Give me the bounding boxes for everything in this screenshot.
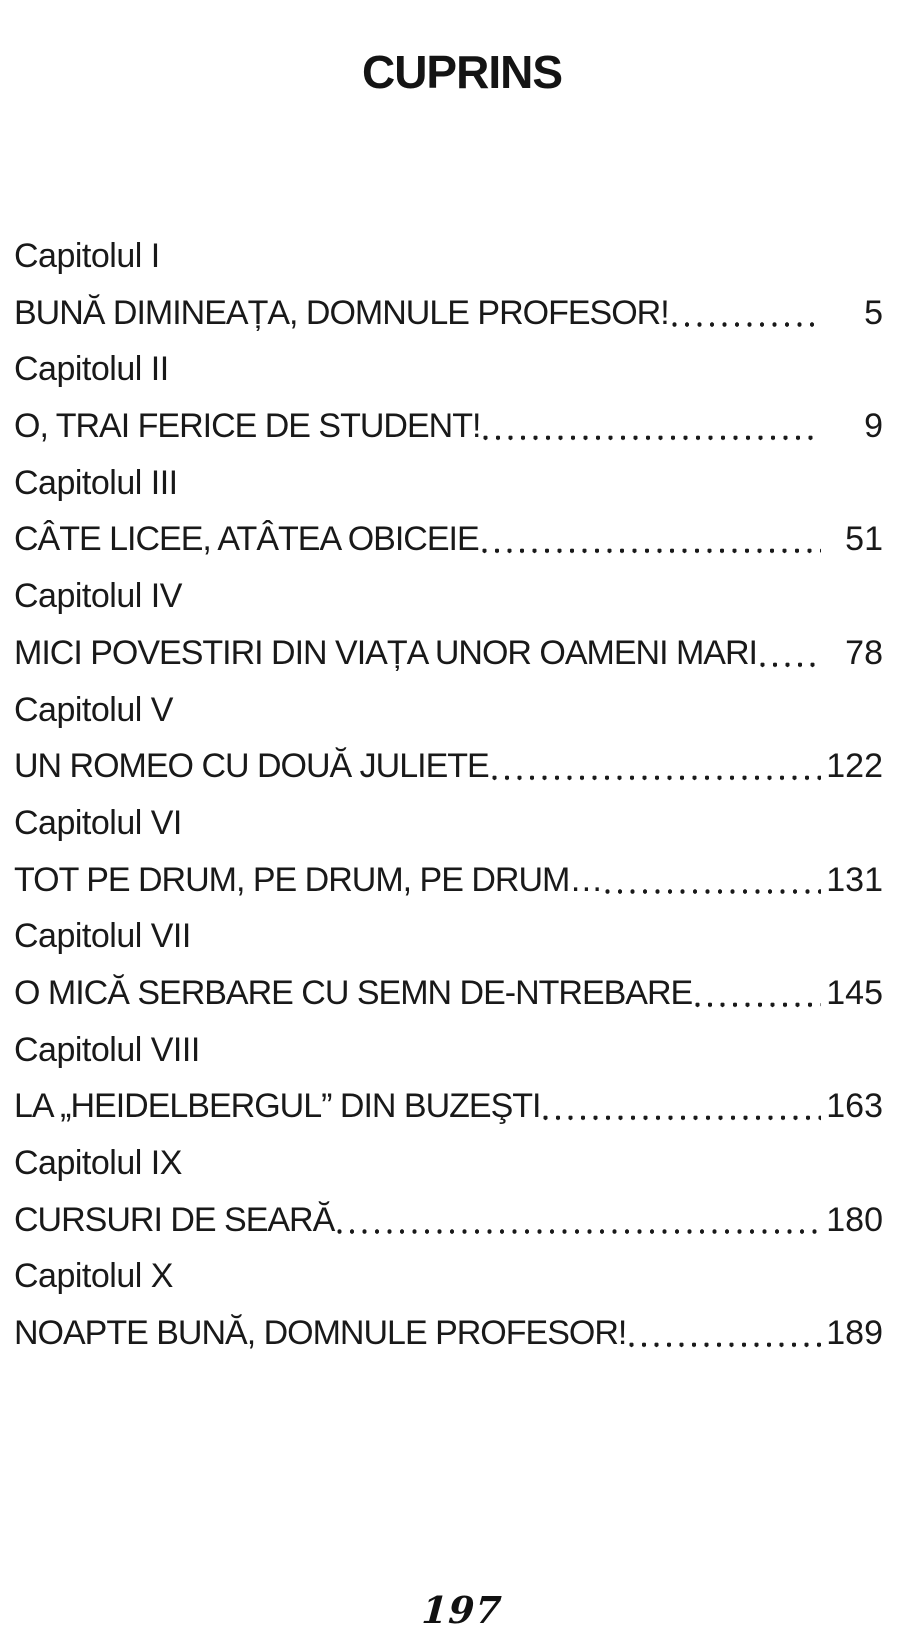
dot-leader <box>695 965 821 1022</box>
toc-page-number: 145 <box>826 973 883 1012</box>
document-page <box>0 46 924 1632</box>
toc-chapter-label: Capitolul VII <box>14 917 191 956</box>
toc-title-row <box>14 738 883 795</box>
toc-entry <box>14 455 883 568</box>
toc-title-row <box>14 1305 883 1362</box>
toc-title: O, TRAI FERICE DE STUDENT! <box>14 407 481 446</box>
toc-entry <box>14 795 883 908</box>
toc-page-number: 163 <box>826 1087 883 1126</box>
dot-leader <box>482 511 821 568</box>
dot-leader <box>672 285 821 342</box>
toc-entry <box>14 1248 883 1361</box>
toc-title: O MICĂ SERBARE CU SEMN DE-NTREBARE <box>14 973 693 1012</box>
toc-page-number: 78 <box>845 633 883 672</box>
toc-entry <box>14 568 883 681</box>
toc-page-number: 131 <box>826 860 883 899</box>
toc-chapter-label: Capitolul VIII <box>14 1030 200 1069</box>
toc-title: LA „HEIDELBERGUL” DIN BUZEŞTI <box>14 1087 541 1126</box>
page-title: CUPRINS <box>361 46 563 98</box>
dot-leader <box>492 738 821 795</box>
dot-leader <box>543 1078 821 1135</box>
toc-title-row <box>14 852 883 909</box>
toc-title-row <box>14 625 883 682</box>
toc-title: CURSURI DE SEARĂ <box>14 1200 335 1239</box>
toc-title: UN ROMEO CU DOUĂ JULIETE <box>14 747 489 786</box>
dot-leader <box>337 1192 821 1249</box>
toc-chapter-label: Capitolul I <box>14 237 160 275</box>
toc-page-number: 122 <box>826 747 883 786</box>
dot-leader <box>760 625 821 682</box>
toc-page-number: 180 <box>826 1200 883 1239</box>
toc-entry <box>14 1022 883 1135</box>
toc-entry <box>14 682 883 795</box>
toc-title: CÂTE LICEE, ATÂTEA OBICEIE <box>14 520 479 559</box>
toc-page-number: 9 <box>864 407 883 446</box>
toc-title: MICI POVESTIRI DIN VIAȚA UNOR OAMENI MARI <box>14 633 757 672</box>
toc-title-row <box>14 398 883 455</box>
folio-page-number: 197 <box>420 1588 504 1632</box>
toc-title: NOAPTE BUNĂ, DOMNULE PROFESOR! <box>14 1314 627 1353</box>
toc-chapter-label: Capitolul IX <box>14 1144 182 1182</box>
toc-list <box>0 228 924 1362</box>
dot-leader <box>605 852 821 909</box>
toc-chapter-label: Capitolul III <box>14 463 178 502</box>
toc-chapter-label: Capitolul X <box>14 1257 173 1296</box>
toc-entry <box>14 908 883 1021</box>
toc-title-row <box>14 511 883 568</box>
toc-chapter-label: Capitolul V <box>14 690 173 729</box>
toc-title-row <box>14 1078 883 1135</box>
dot-leader <box>629 1305 821 1362</box>
toc-chapter-label: Capitolul IV <box>14 577 182 616</box>
toc-page-number: 51 <box>845 520 883 559</box>
toc-page-number: 189 <box>826 1314 883 1353</box>
dot-leader <box>483 398 821 455</box>
toc-entry <box>14 1135 883 1248</box>
toc-page-number: 5 <box>864 293 883 332</box>
toc-title-row <box>14 965 883 1022</box>
toc-title-row <box>14 285 883 342</box>
toc-title: TOT PE DRUM, PE DRUM, PE DRUM… <box>14 860 603 899</box>
toc-chapter-label: Capitolul II <box>14 350 169 389</box>
toc-entry <box>14 341 883 454</box>
toc-chapter-label: Capitolul VI <box>14 803 182 842</box>
toc-title: BUNĂ DIMINEAȚA, DOMNULE PROFESOR! <box>14 293 669 332</box>
toc-entry <box>14 228 883 341</box>
toc-title-row <box>14 1192 883 1249</box>
